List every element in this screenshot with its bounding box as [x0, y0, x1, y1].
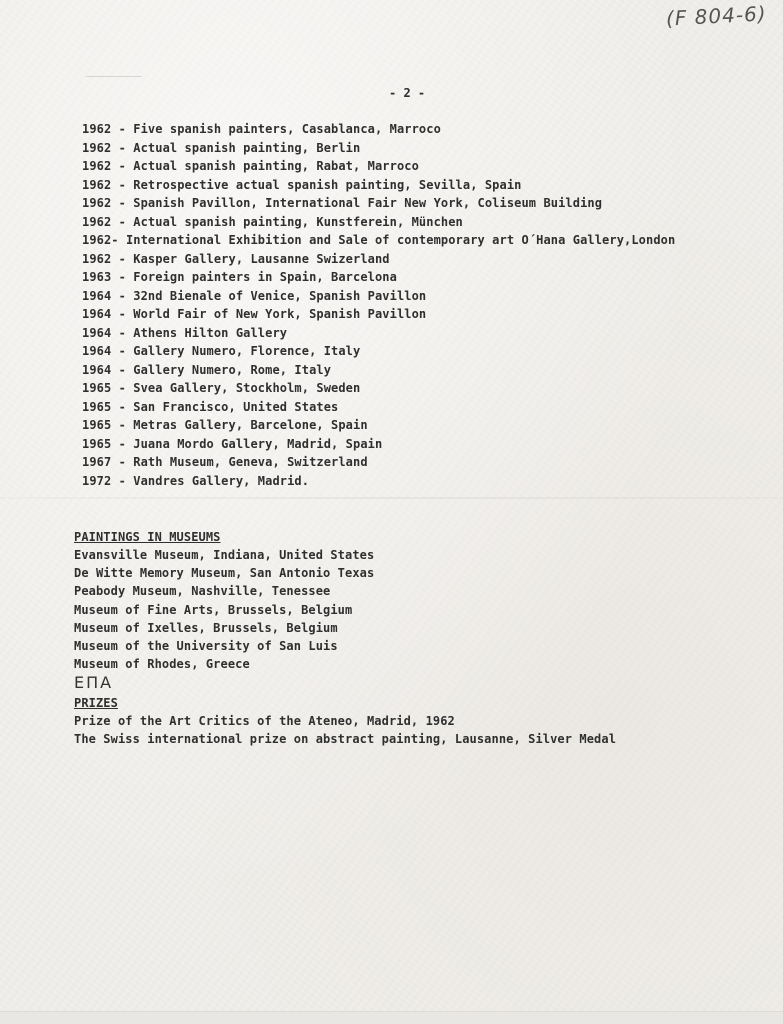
faint-pencil-mark: [86, 76, 142, 77]
prizes-list: [74, 712, 616, 748]
exhibition-item: 1964 - World Fair of New York, Spanish Pavillon: [82, 307, 427, 321]
museum-item: Museum of Ixelles, Brussels, Belgium: [74, 620, 338, 635]
prizes-section: [74, 694, 616, 748]
exhibition-item: 1962 - Five spanish painters, Casablanca, Marroco: [82, 122, 441, 136]
museum-item: De Witte Memory Museum, San Antonio Texas: [74, 566, 375, 581]
exhibition-item: 1965 - San Francisco, United States: [82, 399, 339, 414]
exhibition-item: 1964 - Athens Hilton Gallery: [82, 325, 288, 340]
exhibition-item: 1962 - Spanish Pavillon, International Fair New York, Coliseum Building: [82, 196, 603, 210]
museums-list: [74, 546, 374, 673]
paper-fold-line: [0, 497, 783, 499]
museum-item: Evansville Museum, Indiana, United States: [74, 548, 375, 562]
museums-section: [74, 528, 374, 693]
museum-item: Museum of Fine Arts, Brussels, Belgium: [74, 602, 353, 617]
exhibitions-list: [82, 120, 675, 490]
scan-bottom-edge: [0, 1011, 783, 1024]
exhibition-item: 1972 - Vandres Gallery, Madrid.: [82, 473, 310, 488]
archive-reference: (F 804-6): [665, 1, 768, 31]
museums-heading: PAINTINGS IN MUSEUMS: [74, 530, 221, 544]
exhibition-item: 1965 - Metras Gallery, Barcelone, Spain: [82, 418, 368, 432]
exhibition-item: 1965 - Juana Mordo Gallery, Madrid, Spain: [82, 436, 383, 451]
exhibition-item: 1962 - Retrospective actual spanish painting, Sevilla, Spain: [82, 177, 522, 192]
prize-item: Prize of the Art Critics of the Ateneo, Madrid, 1962: [74, 714, 455, 728]
exhibition-item: 1964 - 32nd Bienale of Venice, Spanish Pavillon: [82, 288, 427, 303]
exhibition-item: 1962 - Actual spanish painting, Berlin: [82, 140, 361, 155]
exhibition-item: 1962 - Kasper Gallery, Lausanne Swizerland: [82, 251, 390, 266]
exhibition-item: 1962 - Actual spanish painting, Kunstferein, München: [82, 214, 463, 229]
page-number: - 2 -: [389, 86, 426, 100]
museum-item: Museum of Rhodes, Greece: [74, 657, 250, 672]
exhibition-item: 1964 - Gallery Numero, Florence, Italy: [82, 344, 361, 358]
handwritten-note: EΠA: [74, 673, 114, 693]
prize-item: The Swiss international prize on abstract painting, Lausanne, Silver Medal: [74, 732, 617, 747]
exhibition-item: 1963 - Foreign painters in Spain, Barcelona: [82, 270, 397, 284]
exhibition-item: 1965 - Svea Gallery, Stockholm, Sweden: [82, 381, 361, 395]
prizes-heading: PRIZES: [74, 696, 118, 710]
exhibition-item: 1962- International Exhibition and Sale of contemporary art O´Hana Gallery,London: [82, 233, 676, 247]
museum-item: Peabody Museum, Nashville, Tenessee: [74, 584, 331, 599]
exhibition-item: 1962 - Actual spanish painting, Rabat, Marroco: [82, 159, 419, 173]
exhibition-item: 1964 - Gallery Numero, Rome, Italy: [82, 362, 332, 377]
museum-item: Museum of the University of San Luis: [74, 638, 338, 653]
exhibition-item: 1967 - Rath Museum, Geneva, Switzerland: [82, 455, 368, 469]
